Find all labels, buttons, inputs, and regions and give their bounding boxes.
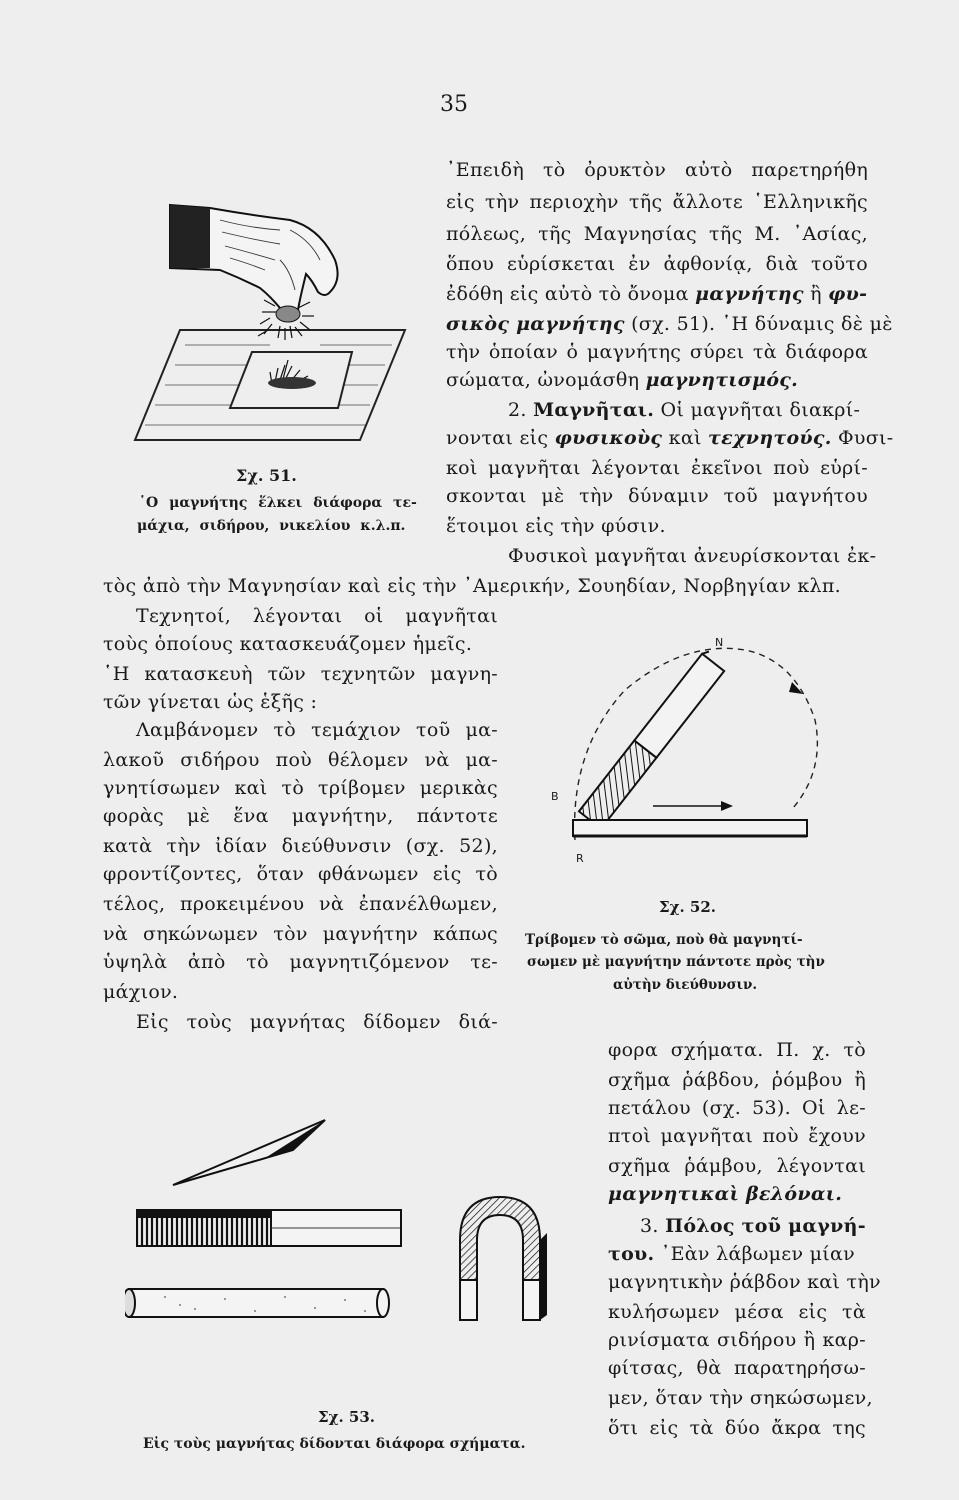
term-magnitismos: μαγνητισμός. [645, 369, 799, 391]
text-line: πτοὶ μαγνῆται ποὺ ἔχουν [608, 1125, 866, 1147]
text-line: τῶν γίνεται ὡς ἑξῆς : [103, 691, 318, 713]
text-line: τὴν ὁποίαν ὁ μαγνήτης σύρει τὰ διάφορα [446, 341, 868, 363]
text-line: του. ᾿Εὰν λάβωμεν μίαν [608, 1243, 856, 1265]
fig52-label-r: R [576, 852, 584, 865]
page-number: 35 [440, 92, 468, 117]
fig53-caption: Εἰς τοὺς μαγνήτας δίδονται διάφορα σχήματα. [143, 1436, 526, 1452]
fig52-caption: Τρίβομεν τὸ σῶμα, ποὺ θὰ μαγνητί- [525, 932, 803, 948]
text-line: νονται εἰς φυσικοὺς καὶ τεχνητούς. Φυσι- [446, 427, 894, 449]
text-line: πόλεως, τῆς Μαγνησίας τῆς Μ. ᾿Ασίας, [446, 223, 868, 245]
text-line [608, 1180, 842, 1208]
term-magnitis: μαγνήτης [695, 283, 804, 305]
fig51-label: Σχ. 51. [236, 466, 297, 485]
section-heading-2: 2. Μαγνῆται. Οἱ μαγνῆται διακρί- [508, 399, 861, 421]
text-line: σχῆμα ῥάβδου, ῥόμβου ἢ [608, 1069, 866, 1091]
text-line: φορὰς μὲ ἕνα μαγνήτην, πάντοτε [103, 805, 498, 827]
text-line: κυλήσωμεν μέσα εἰς τὰ [608, 1301, 866, 1323]
fig51-caption: μάχια, σιδήρου, νικελίου κ.λ.π. [137, 518, 406, 534]
text-line: λακοῦ σιδήρου ποὺ θέλομεν νὰ μα- [103, 749, 498, 771]
text-line: τοὺς ὁποίους κατασκευάζομεν ἡμεῖς. [103, 633, 473, 655]
text-line: πετάλου (σχ. 53). Οἱ λε- [608, 1097, 866, 1119]
fig52-caption: σωμεν μὲ μαγνήτην πάντοτε πρὸς τὴν [527, 954, 825, 970]
text-line: ἐδόθη εἰς αὐτὸ τὸ ὄνομα μαγνήτης ἢ φυ- [446, 283, 868, 305]
text-line: ὅτι εἰς τὰ δύο ἄκρα της [608, 1417, 866, 1439]
fig52-label-n: N [715, 636, 724, 649]
fig53-label: Σχ. 53. [318, 1408, 376, 1426]
text-line: σχῆμα ῥάμβου, λέγονται [608, 1155, 866, 1177]
fig52-illustration [545, 630, 835, 874]
text-line: ἕτοιμοι εἰς τὴν φύσιν. [446, 515, 666, 537]
text-line: μεν, ὅταν τὴν σηκώσωμεν, [608, 1387, 873, 1409]
text-line: κατὰ τὴν ἰδίαν διεύθυνσιν (σχ. 52), [103, 835, 498, 857]
text-line: φορα σχήματα. Π. χ. τὸ [608, 1039, 866, 1061]
text-line: Λαμβάνομεν τὸ τεμάχιον τοῦ μα- [136, 719, 498, 741]
text-line: ᾿Επειδὴ τὸ ὀρυκτὸν αὐτὸ παρετηρήθη [446, 159, 868, 181]
fig52-label-b: B [551, 790, 559, 803]
text-line: ρινίσματα σιδήρου ἢ καρ- [608, 1329, 866, 1351]
term-magnitikai-belonai: μαγνητικαὶ βελόναι. [608, 1183, 843, 1205]
text-line: ὑψηλὰ ἀπὸ τὸ μαγνητιζόμενον τε- [103, 951, 498, 973]
fig53-illustration [125, 1105, 565, 1369]
text-line: μαγνητικὴν ῥάβδον καὶ τὴν [608, 1271, 881, 1293]
text-line: μάχιον. [103, 981, 179, 1003]
text-line: σκονται μὲ τὴν δύναμιν τοῦ μαγνήτου [446, 485, 868, 507]
text-line: νὰ σηκώνωμεν τὸν μαγνήτην κάπως [103, 923, 498, 945]
text-line: εἰς τὴν περιοχὴν τῆς ἄλλοτε ῾Ελληνικῆς [446, 191, 868, 213]
full-width-line: τὸς ἀπὸ τὴν Μαγνησίαν καὶ εἰς τὴν ᾿Αμερικήν, Σουηδίαν, Νορβηγίαν κλπ. [103, 575, 842, 597]
text-line: κοὶ μαγνῆται λέγονται ἐκεῖνοι ποὺ εὑρί- [446, 457, 868, 479]
magnet-shapes-drawing [125, 1105, 565, 1365]
text-line: γνητίσωμεν καὶ τὸ τρίβομεν μερικὰς [103, 777, 498, 799]
text-line: φροντίζοντες, ὅταν φθάνωμεν εἰς τὸ [103, 863, 498, 885]
fig51-caption: ῾Ο μαγνήτης ἕλκει διάφορα τε- [139, 495, 417, 511]
fig51-illustration [130, 200, 410, 454]
fig52-label: Σχ. 52. [659, 898, 717, 916]
hand-magnet-drawing [130, 200, 410, 450]
text-line: ὅπου εὑρίσκεται ἐν ἀφθονίᾳ, διὰ τοῦτο [446, 253, 868, 275]
text-line: ῾Η κατασκευὴ τῶν τεχνητῶν μαγνη- [103, 663, 498, 685]
text-line: Εἰς τοὺς μαγνήτας δίδομεν διά- [136, 1011, 498, 1033]
rubbing-magnet-drawing [545, 630, 835, 870]
text-line: σικὸς μαγνήτης (σχ. 51). ῾Η δύναμις δὲ μὲ [446, 313, 893, 335]
text-line: σώματα, ὠνομάσθη μαγνητισμός. [446, 369, 799, 391]
text-line: Φυσικοὶ μαγνῆται ἀνευρίσκονται ἐκ- [508, 545, 877, 567]
section-heading-3: 3. Πόλος τοῦ μαγνή- [640, 1215, 866, 1237]
term-fysikos-magnitis: σικὸς μαγνήτης [446, 313, 625, 335]
text-line: φίτσας, θὰ παρατηρήσω- [608, 1357, 866, 1379]
text-line: Τεχνητοί, λέγονται οἱ μαγνῆται [136, 605, 498, 627]
fig52-caption: αὐτὴν διεύθυνσιν. [613, 977, 758, 993]
text-line: τέλος, προκειμένου νὰ ἐπανέλθωμεν, [103, 893, 498, 915]
